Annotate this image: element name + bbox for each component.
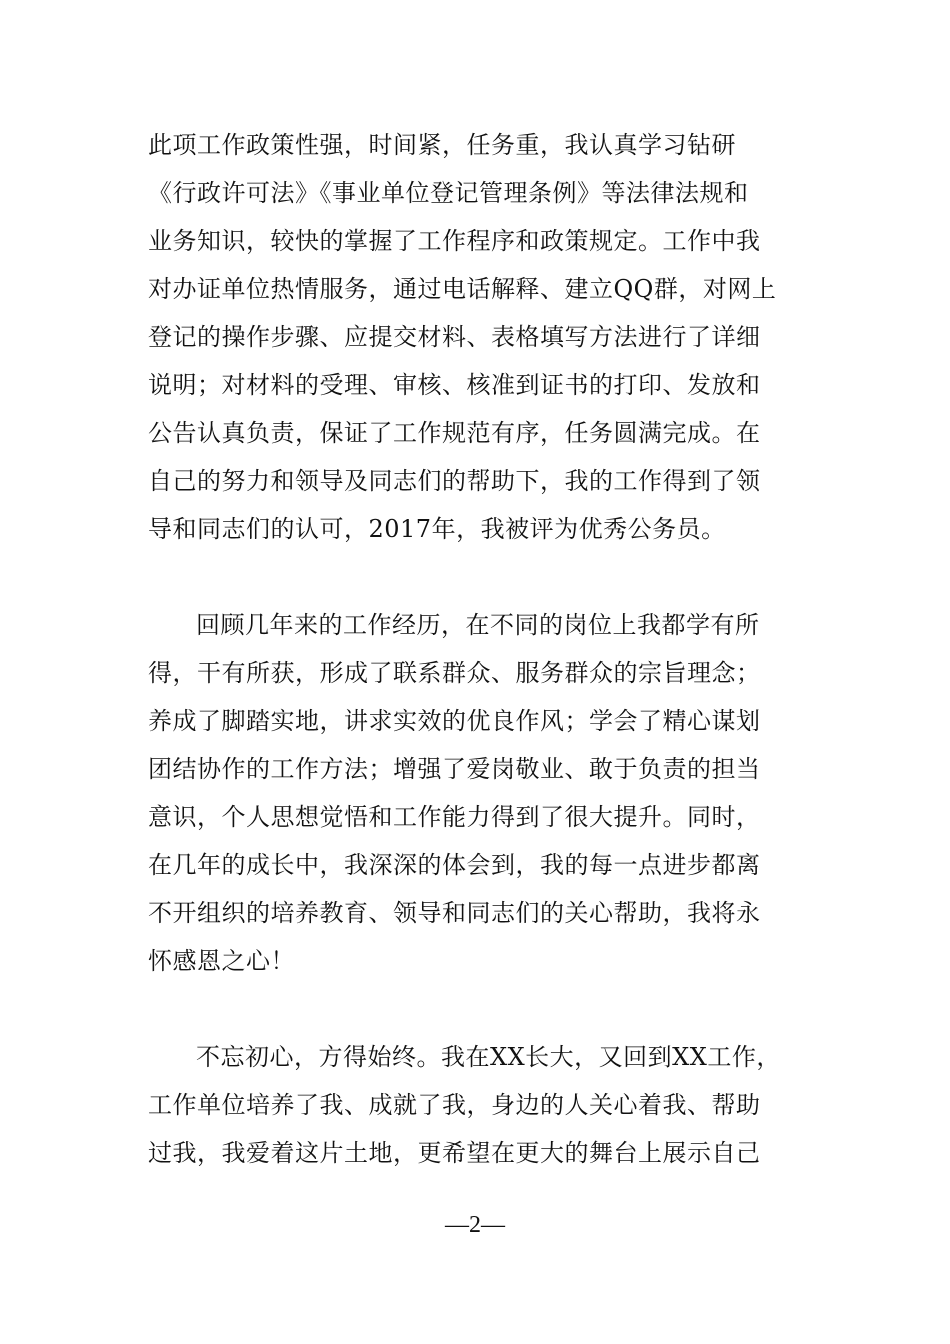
paragraph-3-line-2: 工作单位培养了我、成就了我，身边的人关心着我、帮助 xyxy=(148,1091,761,1119)
page-number: —2— xyxy=(445,1212,505,1238)
paragraph-2-line-1: 回顾几年来的工作经历，在不同的岗位上我都学有所 xyxy=(196,611,760,639)
paragraph-3-line-3: 过我，我爱着这片土地，更希望在更大的舞台上展示自己 xyxy=(148,1139,761,1167)
paragraph-1-line-8: 自己的努力和领导及同志们的帮助下，我的工作得到了领 xyxy=(148,467,761,495)
paragraph-1-line-7: 公告认真负责，保证了工作规范有序，任务圆满完成。在 xyxy=(148,419,761,447)
paragraph-1-line-9: 导和同志们的认可，2017年，我被评为优秀公务员。 xyxy=(148,515,726,543)
paragraph-2-line-4: 团结协作的工作方法；增强了爱岗敬业、敢于负责的担当 xyxy=(148,755,761,783)
paragraph-1-line-1: 此项工作政策性强，时间紧，任务重，我认真学习钻研 xyxy=(148,131,736,159)
paragraph-2-line-5: 意识，个人思想觉悟和工作能力得到了很大提升。同时， xyxy=(148,803,761,831)
paragraph-1-line-5: 登记的操作步骤、应提交材料、表格填写方法进行了详细 xyxy=(148,323,761,351)
paragraph-2-line-6: 在几年的成长中，我深深的体会到，我的每一点进步都离 xyxy=(148,851,761,879)
paragraph-1-line-4: 对办证单位热情服务，通过电话解释、建立QQ群，对网上 xyxy=(148,275,777,303)
paragraph-1-line-2: 《行政许可法》《事业单位登记管理条例》等法律法规和 xyxy=(148,179,749,207)
paragraph-2-line-7: 不开组织的培养教育、领导和同志们的关心帮助，我将永 xyxy=(148,899,761,927)
paragraph-1-line-3: 业务知识，较快的掌握了工作程序和政策规定。工作中我 xyxy=(148,227,761,255)
paragraph-2-line-2: 得，干有所获，形成了联系群众、服务群众的宗旨理念； xyxy=(148,659,761,687)
paragraph-3-line-1: 不忘初心，方得始终。我在XX长大，又回到XX工作， xyxy=(196,1043,781,1071)
paragraph-1-line-6: 说明；对材料的受理、审核、核准到证书的打印、发放和 xyxy=(148,371,761,399)
paragraph-2-line-3: 养成了脚踏实地，讲求实效的优良作风；学会了精心谋划 xyxy=(148,707,761,735)
paragraph-2-line-8: 怀感恩之心！ xyxy=(148,947,295,975)
